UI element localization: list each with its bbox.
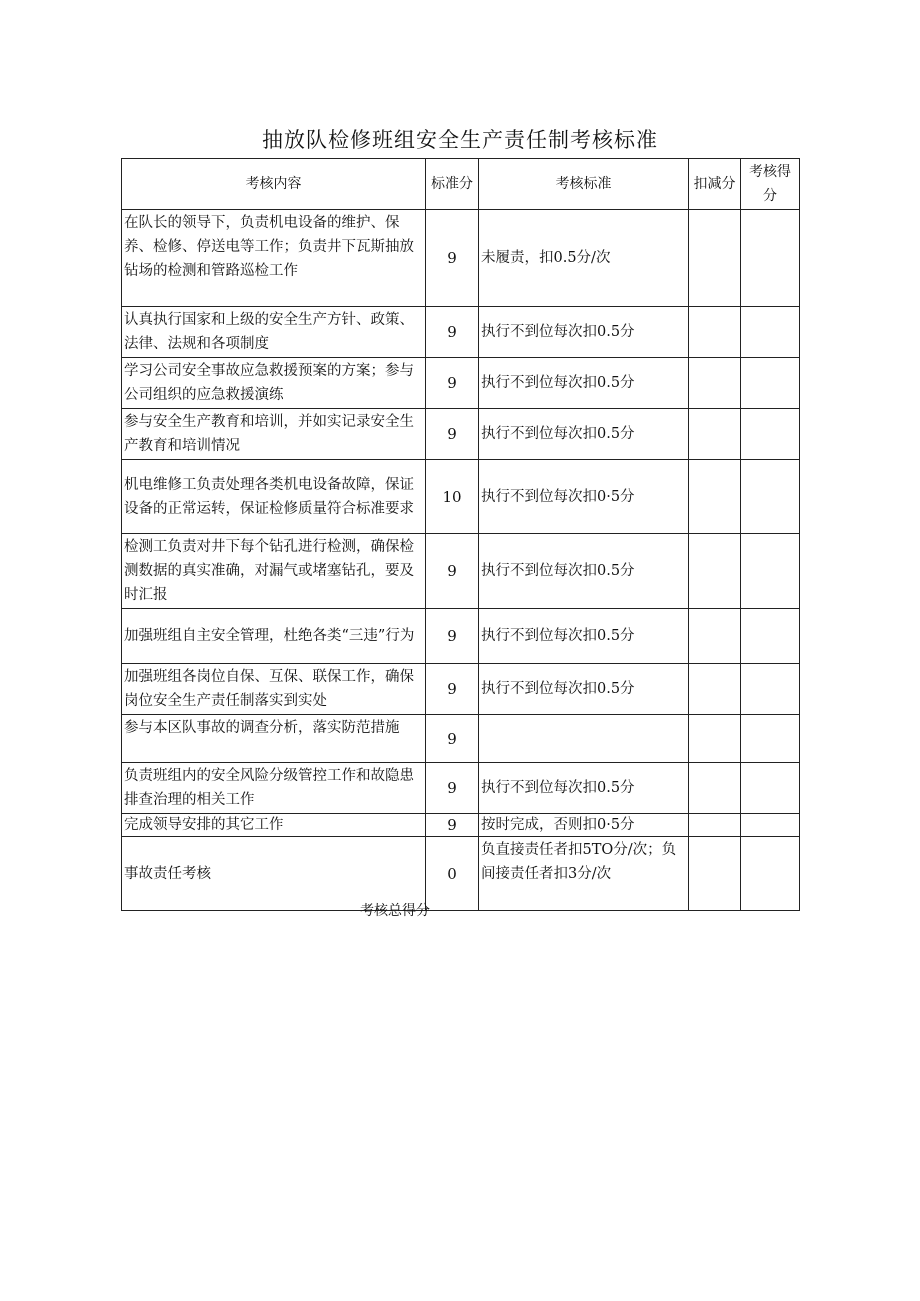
row-content: 加强班组自主安全管理，杜绝各类“三违”行为 (122, 609, 426, 664)
row-content: 认真执行国家和上级的安全生产方针、政策、法律、法规和各项制度 (122, 307, 426, 358)
row-deduct-cell (689, 460, 741, 534)
document-title: 抽放队检修班组安全生产责任制考核标准 (262, 128, 658, 152)
row-content: 学习公司安全事故应急救援预案的方案；参与公司组织的应急救援演练 (122, 358, 426, 409)
header-got: 考核得分 (741, 159, 800, 210)
row-got-cell (741, 763, 800, 814)
row-deduct-cell (689, 609, 741, 664)
row-got-cell (741, 837, 800, 911)
table-row (122, 814, 800, 837)
row-score: 9 (426, 358, 479, 409)
table-row (122, 307, 800, 358)
assessment-table (121, 158, 800, 911)
table-row (122, 534, 800, 609)
row-score: 9 (426, 715, 479, 763)
row-score: 9 (426, 307, 479, 358)
row-score: 9 (426, 534, 479, 609)
table-row (122, 837, 800, 911)
row-content: 参与本区队事故的调查分析，落实防范措施 (122, 715, 426, 763)
row-got-cell (741, 609, 800, 664)
table-row (122, 460, 800, 534)
header-content: 考核内容 (122, 159, 426, 210)
total-score-label: 考核总得分 (360, 903, 430, 919)
row-criteria: 负直接责任者扣5TO分/次；负间接责任者扣3分/次 (479, 837, 689, 911)
table-row (122, 664, 800, 715)
row-score: 10 (426, 460, 479, 534)
row-deduct-cell (689, 358, 741, 409)
row-score: 9 (426, 409, 479, 460)
row-criteria: 执行不到位每次扣0.5分 (479, 609, 689, 664)
header-criteria: 考核标准 (479, 159, 689, 210)
row-got-cell (741, 358, 800, 409)
row-deduct-cell (689, 307, 741, 358)
row-content: 完成领导安排的其它工作 (122, 814, 426, 837)
row-content: 机电维修工负责处理各类机电设备故障，保证设备的正常运转，保证检修质量符合标准要求 (122, 460, 426, 534)
row-deduct-cell (689, 837, 741, 911)
table-row (122, 715, 800, 763)
row-content: 检测工负责对井下每个钻孔进行检测，确保检测数据的真实准确，对漏气或堵塞钻孔，要及时汇报 (122, 534, 426, 609)
row-content: 加强班组各岗位自保、互保、联保工作，确保岗位安全生产责任制落实到实处 (122, 664, 426, 715)
row-score: 9 (426, 664, 479, 715)
row-got-cell (741, 534, 800, 609)
table-row (122, 609, 800, 664)
row-deduct-cell (689, 715, 741, 763)
row-got-cell (741, 460, 800, 534)
table-row (122, 409, 800, 460)
row-content: 参与安全生产教育和培训，并如实记录安全生产教育和培训情况 (122, 409, 426, 460)
row-criteria: 执行不到位每次扣0.5分 (479, 358, 689, 409)
row-criteria: 执行不到位每次扣0.5分 (479, 534, 689, 609)
row-criteria: 执行不到位每次扣0.5分 (479, 664, 689, 715)
row-got-cell (741, 664, 800, 715)
row-score: 9 (426, 814, 479, 837)
row-criteria: 未履责，扣0.5分/次 (479, 210, 689, 307)
row-got-cell (741, 409, 800, 460)
row-deduct-cell (689, 534, 741, 609)
row-got-cell (741, 715, 800, 763)
table-row (122, 210, 800, 307)
row-criteria: 按时完成，否则扣0·5分 (479, 814, 689, 837)
row-got-cell (741, 814, 800, 837)
row-criteria: 执行不到位每次扣0.5分 (479, 409, 689, 460)
table-row (122, 358, 800, 409)
header-deduct: 扣减分 (689, 159, 741, 210)
row-got-cell (741, 307, 800, 358)
row-score: 9 (426, 763, 479, 814)
row-content: 在队长的领导下，负责机电设备的维护、保养、检修、停送电等工作；负责井下瓦斯抽放钻场的检测和管路巡检工作 (122, 210, 426, 307)
row-criteria: 执行不到位每次扣0.5分 (479, 307, 689, 358)
header-row (122, 159, 800, 210)
row-score: 9 (426, 210, 479, 307)
row-criteria: 执行不到位每次扣0·5分 (479, 460, 689, 534)
row-deduct-cell (689, 814, 741, 837)
row-deduct-cell (689, 763, 741, 814)
row-criteria (479, 715, 689, 763)
row-got-cell (741, 210, 800, 307)
table-row (122, 763, 800, 814)
row-deduct-cell (689, 664, 741, 715)
row-score: 0 (426, 837, 479, 911)
row-content: 负责班组内的安全风险分级管控工作和故隐患排查治理的相关工作 (122, 763, 426, 814)
row-content: 事故责任考核 (122, 837, 426, 911)
row-deduct-cell (689, 210, 741, 307)
row-score: 9 (426, 609, 479, 664)
row-deduct-cell (689, 409, 741, 460)
row-criteria: 执行不到位每次扣0.5分 (479, 763, 689, 814)
header-score: 标准分 (426, 159, 479, 210)
